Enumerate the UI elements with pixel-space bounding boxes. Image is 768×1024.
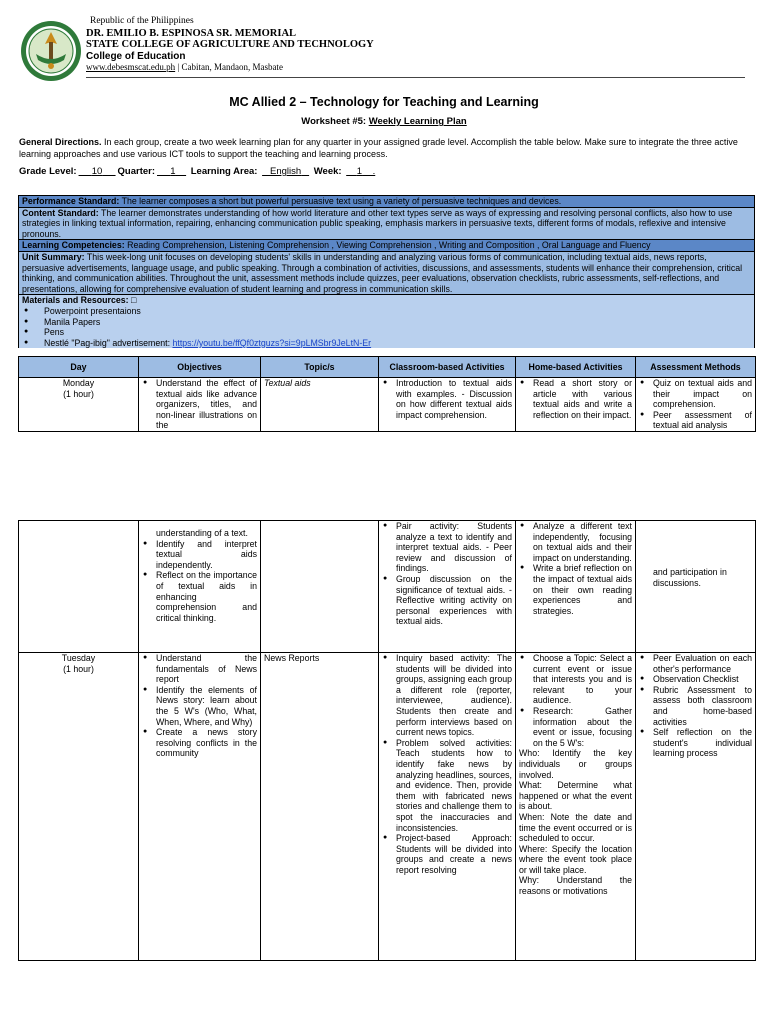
home-cell — [516, 521, 636, 653]
topic-cell — [261, 653, 379, 961]
objectives-cell — [139, 653, 261, 961]
assessment-cell — [636, 653, 756, 961]
republic-line: Republic of the Philippines — [90, 16, 194, 26]
unit-summary-text: This week-long unit focuses on developing students' skills in understanding and analyzing various forms of communication, including textual aids, news reports, persuasive advertisements, language usage, and public speaking. Through a combination of activities, discussions, and assessments, students will enhance their comprehension, critical thinking, and communication abilities. Throughout the unit, assessment methods include quizzes, peer evaluations, observation checklists, rubric assessments, self-reflections, and presentations, allowing for comprehensive evaluation of student learning and progress in communication skills. — [22, 251, 743, 294]
topic-text: Textual aids — [264, 378, 311, 388]
topic-text: News Reports — [264, 653, 320, 663]
college-name-line-2: STATE COLLEGE OF AGRICULTURE AND TECHNOLOGY — [86, 39, 374, 50]
objective-continuation: understanding of a text. — [156, 528, 248, 538]
objective-item: ● Understand the fundamentals of News report — [156, 653, 257, 685]
learning-plan-table-page-2 — [18, 520, 756, 961]
materials-box-glyph: □ — [131, 295, 137, 306]
content-standard — [18, 207, 755, 240]
home-what: What: Determine what happened or what the event is about. — [519, 780, 632, 812]
grade-label: Grade Level: — [19, 166, 77, 177]
classroom-cell — [379, 378, 516, 432]
unit-summary-label: Unit Summary: — [22, 251, 85, 262]
grade-info-line — [19, 166, 377, 177]
week-value: 1 . — [356, 166, 376, 177]
learning-plan-table-page-1 — [18, 356, 756, 432]
grade-value: 10 — [91, 166, 103, 177]
learning-competencies-text: Reading Comprehension, Listening Comprehension , Viewing Comprehension , Writing and Composition , Oral Language and Fluency — [124, 240, 651, 251]
ad-youtube-link[interactable]: https://youtu.be/ffQf0ztguzs?si=9pLMSbr9JeLtN-Er — [172, 337, 372, 348]
home-cell — [516, 653, 636, 961]
materials-label: Materials and Resources: — [22, 295, 132, 306]
college-header — [86, 16, 374, 74]
materials-item: ● Powerpoint presentaions — [44, 306, 751, 317]
general-directions — [19, 136, 749, 160]
classroom-cell — [379, 653, 516, 961]
objectives-cell — [139, 378, 261, 432]
classroom-cell — [379, 521, 516, 653]
objective-item: ● Identify the elements of News story: learn about the 5 W's (Who, What, When, Where, and Why) — [156, 685, 257, 727]
home-who: Who: Identify the key individuals or groups involved. — [519, 748, 632, 780]
performance-standard-text: The learner composes a short but powerful persuasive text using a variety of persuasive techniques and devices. — [119, 196, 562, 206]
assessment-item: ● Quiz on textual aids and their impact on comprehension. — [653, 378, 752, 410]
day-duration: (1 hour) — [63, 388, 94, 399]
header-classroom-activities: Classroom-based Activities — [379, 357, 516, 378]
classroom-activity-item: ● Inquiry based activity: The students will be divided into groups, assigning each group a different role (reporter, interviewee, audience). Students then create and perform interviews based on current news topics. — [396, 653, 512, 738]
home-where: Where: Specify the location where the event took place or will take place. — [519, 843, 632, 875]
learning-area-label: Learning Area: — [190, 166, 258, 177]
home-cell — [516, 378, 636, 432]
assessment-item: ● Peer assessment of textual aid analysis — [653, 410, 752, 431]
assessment-item: ● Observation Checklist — [653, 674, 752, 685]
content-standard-label: Content Standard: — [22, 207, 99, 218]
quarter-label: Quarter: — [117, 166, 156, 177]
department-name: College of Education — [86, 50, 186, 62]
materials-resources — [18, 294, 755, 348]
learning-competencies-label: Learning Competencies: — [22, 240, 125, 251]
assessment-item: ● Peer Evaluation on each other's performance — [653, 653, 752, 674]
topic-cell — [261, 521, 379, 653]
home-why: Why: Understand the reasons or motivations — [519, 875, 632, 897]
day-cell — [19, 653, 139, 961]
header-assessment-methods: Assessment Methods — [636, 357, 756, 378]
classroom-activity-item: ● Group discussion on the significance of textual aids. - Reflective writing activity on personal experiences with textual aids. — [396, 574, 512, 627]
assessment-item: ● Rubric Assessment to assess both classroom and home-based activities — [653, 685, 752, 727]
assessment-cell — [636, 378, 756, 432]
college-name-line-1: DR. EMILIO B. ESPINOSA SR. MEMORIAL — [86, 27, 297, 39]
quarter-value: 1 — [170, 166, 176, 177]
document-title: MC Allied 2 – Technology for Teaching and Learning — [229, 95, 539, 109]
table-row-tuesday — [19, 653, 756, 961]
table-row-monday — [19, 378, 756, 432]
materials-item: ● Pens — [44, 327, 751, 338]
materials-item: ● Manila Papers — [44, 317, 751, 328]
home-activity-item: ● Research: Gather information about the event or issue, focusing on the 5 W's: — [533, 706, 632, 748]
learning-area-value: English — [270, 166, 302, 177]
performance-standard — [18, 195, 755, 207]
home-activity-item: ● Read a short story or article with various textual aids and write a reflection on their impact. — [533, 378, 632, 420]
objective-item: ● Create a news story resolving conflicts in the community — [156, 727, 257, 759]
home-when: When: Note the date and time the event occurred or is scheduled to occur. — [519, 811, 632, 844]
objective-item: ● Identify and interpret textual aids independently. — [156, 539, 257, 571]
performance-standard-label: Performance Standard: — [22, 196, 120, 206]
website-link[interactable]: www.debesmscat.edu.ph — [86, 62, 176, 72]
general-directions-text: In each group, create a two week learning plan for any quarter in your assigned grade level. Accomplish the table below. Make sure to integrate the three active learning approaches and use various ICT tools to support the teaching and learning process. — [19, 137, 738, 159]
day-name: Tuesday — [61, 653, 96, 663]
day-duration: (1 hour) — [63, 663, 94, 674]
table-header-row — [19, 357, 756, 378]
header-topics: Topic/s — [261, 357, 379, 378]
classroom-activity-item: ● Pair activity: Students analyze a text to identify and interpret textual aids. - Peer review and discussion of findings. — [396, 521, 512, 574]
assessment-cell — [636, 521, 756, 653]
header-home-activities: Home-based Activities — [516, 357, 636, 378]
worksheet-title: Weekly Learning Plan — [368, 116, 467, 127]
header-day: Day — [19, 357, 139, 378]
address: | Cabitan, Mandaon, Masbate — [175, 62, 283, 72]
home-activity-item: ● Choose a Topic: Select a current event or issue that interests you and is relevant to your audience. — [533, 653, 632, 706]
topic-cell — [261, 378, 379, 432]
home-activity-item: ● Write a brief reflection on the impact of textual aids on their own reading experiences and strategies. — [533, 563, 632, 616]
ad-label: Nestlé "Pag-ibig" advertisement: — [44, 337, 173, 348]
day-cell — [19, 521, 139, 653]
day-cell — [19, 378, 139, 432]
objectives-cell — [139, 521, 261, 653]
college-seal-logo — [20, 20, 82, 82]
general-directions-label: General Directions. — [19, 137, 102, 147]
unit-summary — [18, 251, 755, 294]
header-divider — [86, 77, 745, 78]
objective-item: ● Reflect on the importance of textual aids in enhancing comprehension and critical thinking. — [156, 570, 257, 623]
website-address-line — [86, 62, 374, 74]
header-objectives: Objectives — [139, 357, 261, 378]
day-name: Monday — [62, 378, 95, 388]
worksheet-label: Worksheet #5: — [301, 116, 369, 127]
content-standard-text: The learner demonstrates understanding of how world literature and other text types serve as ways of expressing and resolving personal conflicts, also how to use strategies in linking textual information, repairing, enhancing communication public speaking, emphasis markers in persuasive texts, different forms of modals, reflexive and intensive pronouns. — [22, 207, 733, 239]
classroom-activity-item: ● Introduction to textual aids with examples. - Discussion on how different textual aids impact comprehension. — [396, 378, 512, 420]
assessment-item: ● Self reflection on the student's individual learning process — [653, 727, 752, 759]
home-activity-item: ● Analyze a different text independently, focusing on textual aids and their impact on understanding. — [533, 521, 632, 563]
standards-info-block — [18, 195, 755, 348]
objective-item: ● Understand the effect of textual aids like advance organizers, titles, and non-linear illustrations on the — [156, 378, 257, 431]
learning-competencies — [18, 239, 755, 251]
assessment-continuation: and participation in discussions. — [653, 567, 727, 588]
materials-item-ad — [44, 338, 751, 349]
week-label: Week: — [313, 166, 342, 177]
worksheet-subtitle — [0, 116, 768, 127]
classroom-activity-item: ● Problem solved activities: Teach students how to identify fake news by analyzing headlines, sources, and evidence. Then, provide them with fabricated news stories and challenge them to spot the inaccuracies and inconsistencies. — [396, 738, 512, 833]
table-row-monday-cont — [19, 521, 756, 653]
materials-list — [22, 306, 751, 348]
classroom-activity-item: ● Project-based Approach: Students will be divided into groups and create a news report resolving — [396, 833, 512, 875]
